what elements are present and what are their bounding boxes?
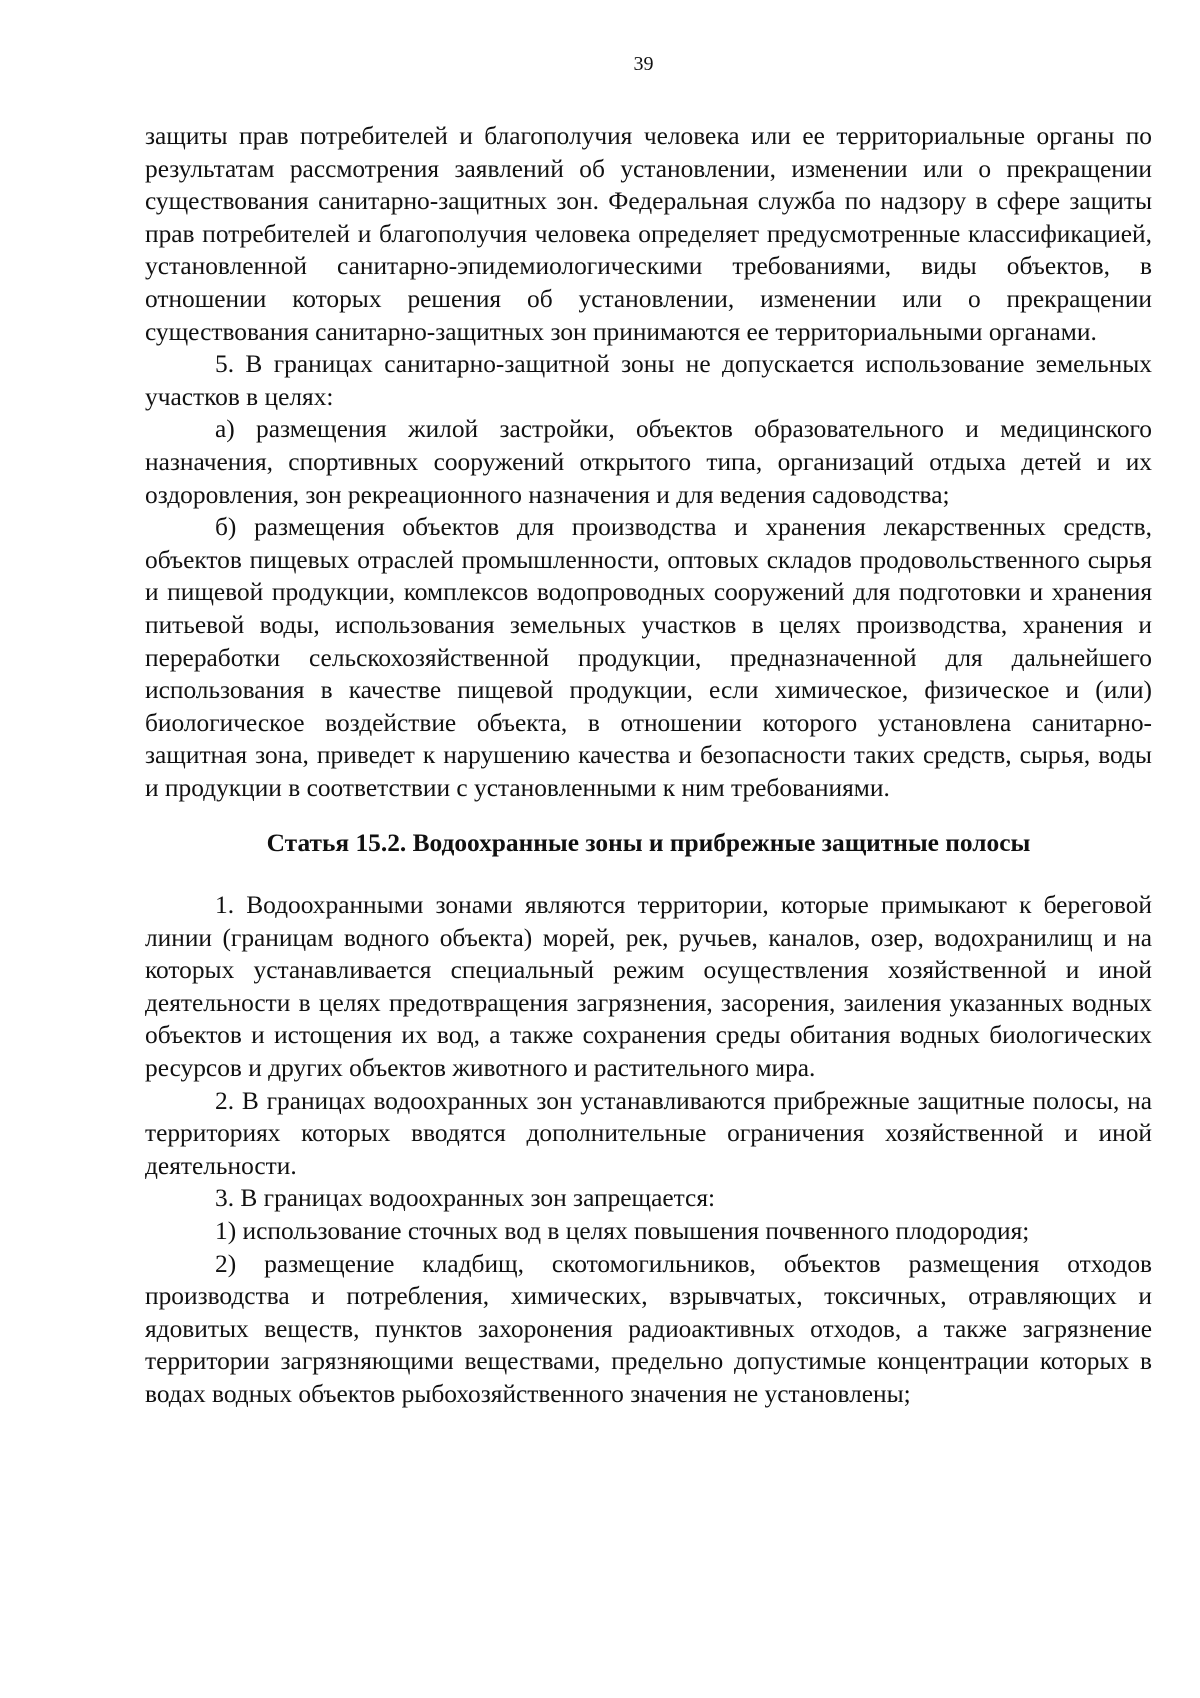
paragraph-subitem-2: 2) размещение кладбищ, скотомогильников, объектов размещения отходов производства и потребления, химических, взрывчатых, токсичных, отравляющих и ядовитых веществ, пунктов захоронения радиоактивных отходов, а также загрязнение территории загрязняющими веществами, предельно допустимые концентрации которых в водах водных объектов рыбохозяйственного значения не установлены; (145, 1249, 1152, 1408)
page-number: 39 (633, 53, 654, 75)
document-page (145, 52, 1152, 1411)
paragraph-article-item-1: 1. Водоохранными зонами являются территории, которые примыкают к береговой линии (границам водного объекта) морей, рек, ручьев, каналов, озер, водохранилищ и на которых устанавливается специальный режим осуществления хозяйственной и иной деятельности в целях предотвращения загрязнения, засорения, заиления указанных водных объектов и истощения их вод, а также сохранения среды обитания водных биологических ресурсов и других объектов животного и растительного мира. (145, 891, 1152, 1083)
paragraph-item-5: 5. В границах санитарно-защитной зоны не допускается использование земельных участков в целях: (145, 350, 1152, 411)
paragraph-article-item-3: 3. В границах водоохранных зон запрещается: (215, 1184, 716, 1213)
paragraph-continuation: защиты прав потребителей и благополучия человека или ее территориальные органы по результатам рассмотрения заявлений об установлении, изменении или о прекращении существования санитарно-защитных зон. Федеральная служба по надзору в сфере защиты прав потребителей и благополучия человека определяет предусмотренные классификацией, установленной санитарно-эпидемиологическими требованиями, виды объектов, в отношении которых решения об установлении, изменении или о прекращении существования санитарно-защитных зон принимаются ее территориальными органами. (145, 122, 1152, 346)
paragraph-subitem-b: б) размещения объектов для производства и хранения лекарственных средств, объектов пищевых отраслей промышленности, оптовых складов продовольственного сырья и пищевой продукции, комплексов водопроводных сооружений для подготовки и хранения питьевой воды, использования земельных участков в целях производства, хранения и переработки сельскохозяйственной продукции, предназначенной для дальнейшего использования в качестве пищевой продукции, если химическое, физическое и (или) биологическое воздействие объекта, в отношении которого установлена санитарно-защитная зона, приведет к нарушению качества и безопасности таких средств, сырья, воды и продукции в соответствии с установленными к ним требованиями. (145, 513, 1152, 802)
article-heading: Статья 15.2. Водоохранные зоны и прибрежные защитные полосы (266, 829, 1031, 858)
paragraph-subitem-1: 1) использование сточных вод в целях повышения почвенного плодородия; (215, 1217, 1030, 1245)
paragraph-subitem-a: а) размещения жилой застройки, объектов образовательного и медицинского назначения, спортивных сооружений открытого типа, организаций отдыха детей и их оздоровления, зон рекреационного назначения и для ведения садоводства; (145, 415, 1152, 509)
paragraph-article-item-2: 2. В границах водоохранных зон устанавливаются прибрежные защитные полосы, на территориях которых вводятся дополнительные ограничения хозяйственной и иной деятельности. (145, 1086, 1152, 1180)
